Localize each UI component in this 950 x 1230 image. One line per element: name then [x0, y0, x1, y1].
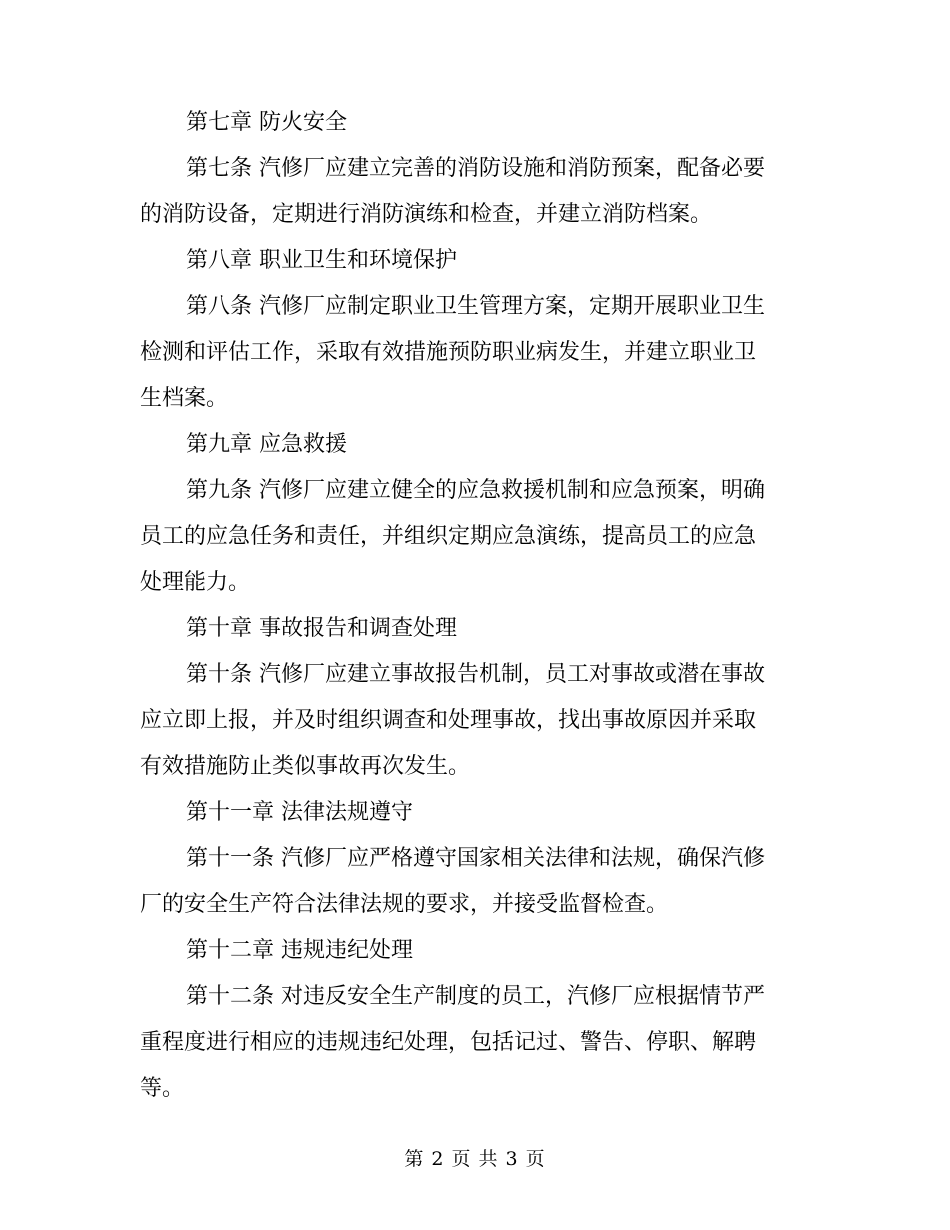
article-10-line-3: 有效措施防止类似事故再次发生。: [140, 754, 471, 779]
article-9-line-3: 处理能力。: [140, 570, 251, 595]
article-9-line-1: 第九条 汽修厂应建立健全的应急救援机制和应急预案，明确: [186, 478, 765, 503]
document-body: [140, 100, 812, 1112]
article-10-line-1: 第十条 汽修厂应建立事故报告机制，员工对事故或潜在事故: [186, 662, 765, 687]
chapter-9-heading: 第九章 应急救援: [186, 432, 347, 457]
article-11-line-1: 第十一条 汽修厂应严格遵守国家相关法律和法规，确保汽修: [186, 846, 765, 871]
page-number-footer: 第 2 页 共 3 页: [404, 1148, 546, 1170]
article-8-line-2: 检测和评估工作，采取有效措施预防职业病发生，并建立职业卫: [140, 340, 757, 365]
article-7-line-2: 的消防设备，定期进行消防演练和检查，并建立消防档案。: [140, 202, 713, 227]
article-12-line-1: 第十二条 对违反安全生产制度的员工，汽修厂应根据情节严: [186, 984, 765, 1009]
article-10-line-2: 应立即上报，并及时组织调查和处理事故，找出事故原因并采取: [140, 708, 757, 733]
chapter-7-heading: 第七章 防火安全: [186, 110, 347, 135]
article-11-line-2: 厂的安全生产符合法律法规的要求，并接受监督检查。: [140, 892, 669, 917]
chapter-10-heading: 第十章 事故报告和调查处理: [186, 616, 457, 641]
article-7-line-1: 第七条 汽修厂应建立完善的消防设施和消防预案，配备必要: [186, 156, 765, 181]
article-12-line-3: 等。: [140, 1076, 185, 1101]
article-8-line-1: 第八条 汽修厂应制定职业卫生管理方案，定期开展职业卫生: [186, 294, 765, 319]
article-9-line-2: 员工的应急任务和责任，并组织定期应急演练，提高员工的应急: [140, 524, 757, 549]
article-8-line-3: 生档案。: [140, 386, 229, 411]
article-12-line-2: 重程度进行相应的违规违纪处理，包括记过、警告、停职、解聘: [140, 1030, 757, 1055]
chapter-8-heading: 第八章 职业卫生和环境保护: [186, 248, 457, 273]
chapter-11-heading: 第十一章 法律法规遵守: [186, 800, 413, 825]
chapter-12-heading: 第十二章 违规违纪处理: [186, 938, 413, 963]
